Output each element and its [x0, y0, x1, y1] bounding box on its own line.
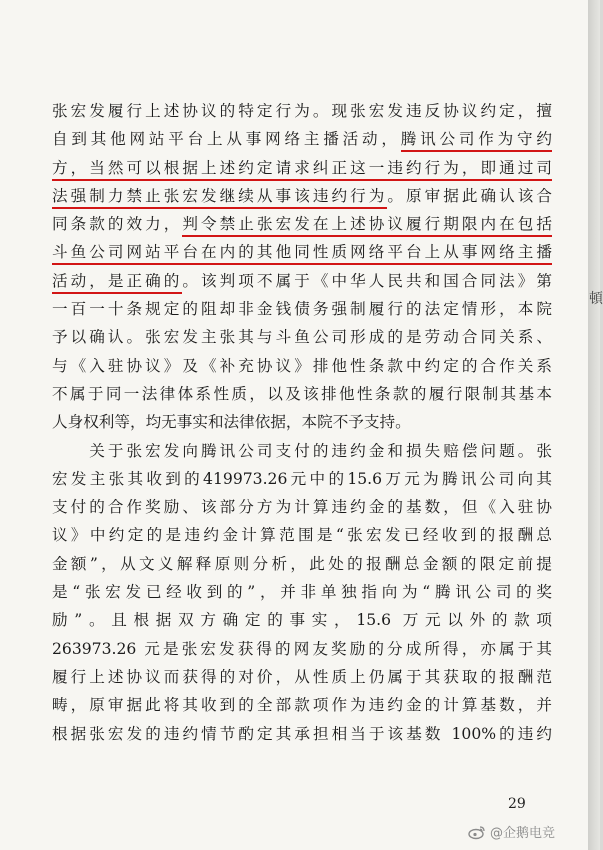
line-text: 自到其他网站平台上从事网络主播活动， — [52, 130, 401, 149]
line-text: 是“张宏发已经收到的”，并非单独指向为“腾讯公司的奖 — [52, 583, 552, 602]
weibo-logo-icon — [468, 825, 486, 839]
text-line — [52, 210, 552, 238]
adjacent-page-edge — [588, 0, 603, 850]
text-line — [52, 295, 552, 323]
body-text — [52, 97, 552, 748]
text-line — [52, 352, 552, 380]
text-line — [52, 663, 552, 691]
line-text: 一百一十条规定的阻却非金钱债务强制履行的法定情形，本院 — [52, 300, 552, 319]
text-line — [52, 238, 552, 266]
watermark — [468, 822, 555, 841]
line-text: 与《入驻协议》及《补充协议》排他性条款中约定的合作关系 — [52, 356, 552, 375]
line-text: 履行上述协议而获得的对价，从性质上仍属于其获取的报酬范 — [52, 667, 552, 686]
text-line — [52, 465, 552, 493]
text-line — [52, 125, 552, 153]
line-text: 畴，原审据此将其收到的全部款项作为违约金的计算基数，并 — [52, 696, 552, 715]
text-line — [52, 182, 552, 210]
line-text: 人身权利等，均无事实和法律依据，本院不予支持。 — [52, 413, 411, 432]
text-line — [52, 521, 552, 549]
text-line — [52, 323, 552, 351]
line-text: 关于张宏发向腾讯公司支付的违约金和损失赔偿问题。张 — [52, 441, 552, 460]
red-underlined-text: 判令禁止张宏发在上述协议履行期限内在包括 — [182, 215, 552, 237]
text-line — [52, 493, 552, 521]
red-underlined-text: 斗鱼公司网站平台在内的其他同性质网络平台上从事网络主播 — [52, 243, 552, 265]
red-underlined-text: 法强制力禁止张宏发继续从事该违约行为 — [52, 187, 387, 209]
page-number: 29 — [508, 796, 526, 812]
line-text: 根据张宏发的违约情节酌定其承担相当于该基数 100%的违约 — [52, 724, 552, 743]
red-underlined-text: 方，当然可以根据上述约定请求纠正这一违约行为，即通过司 — [52, 159, 552, 181]
line-text: 支付的合作奖励、该部分方为计算违约金的基数，但《入驻协 — [52, 498, 552, 517]
line-text: 议》中约定的是违约金计算范围是“张宏发已经收到的报酬总 — [52, 526, 552, 545]
text-line — [52, 691, 552, 719]
text-line — [52, 578, 552, 606]
line-text: 予以确认。张宏发主张其与斗鱼公司形成的是劳动合同关系、 — [52, 328, 552, 347]
text-line — [52, 408, 552, 436]
text-line — [52, 97, 552, 125]
text-line — [52, 154, 552, 182]
text-line — [52, 437, 552, 465]
line-text: 。原审据此确认该合 — [387, 186, 552, 205]
text-line — [52, 380, 552, 408]
text-line — [52, 550, 552, 578]
line-text: 金额”，从文义解释原则分析，此处的报酬总金额的限定前提 — [52, 554, 552, 573]
line-text: 张宏发履行上述协议的特定行为。现张宏发违反协议约定，擅 — [52, 102, 552, 120]
adjacent-page-glyph: 頓 — [589, 291, 603, 307]
line-text: 宏发主张其收到的419973.26元中的15.6万元为腾讯公司向其 — [52, 469, 552, 488]
text-line — [52, 720, 552, 748]
red-underlined-text: 活动，是正确的 — [52, 272, 182, 294]
line-text: 不属于同一法律体系性质，以及该排他性条款的履行限制其基本 — [52, 384, 552, 403]
text-line — [52, 267, 552, 295]
line-text: 263973.26 元是张宏发获得的网友奖励的分成所得，亦属于其 — [52, 639, 552, 658]
red-underlined-text: 腾讯公司作为守约 — [401, 130, 552, 152]
watermark-text: @企鹅电竞 — [490, 826, 556, 841]
line-text: 励”。且根据双方确定的事实，15.6 万元以外的款项 — [52, 611, 552, 630]
line-text: 。该判项不属于《中华人民共和国合同法》第 — [182, 271, 552, 290]
text-line — [52, 606, 552, 634]
line-text: 同条款的效力， — [52, 215, 183, 234]
text-line — [52, 635, 552, 663]
